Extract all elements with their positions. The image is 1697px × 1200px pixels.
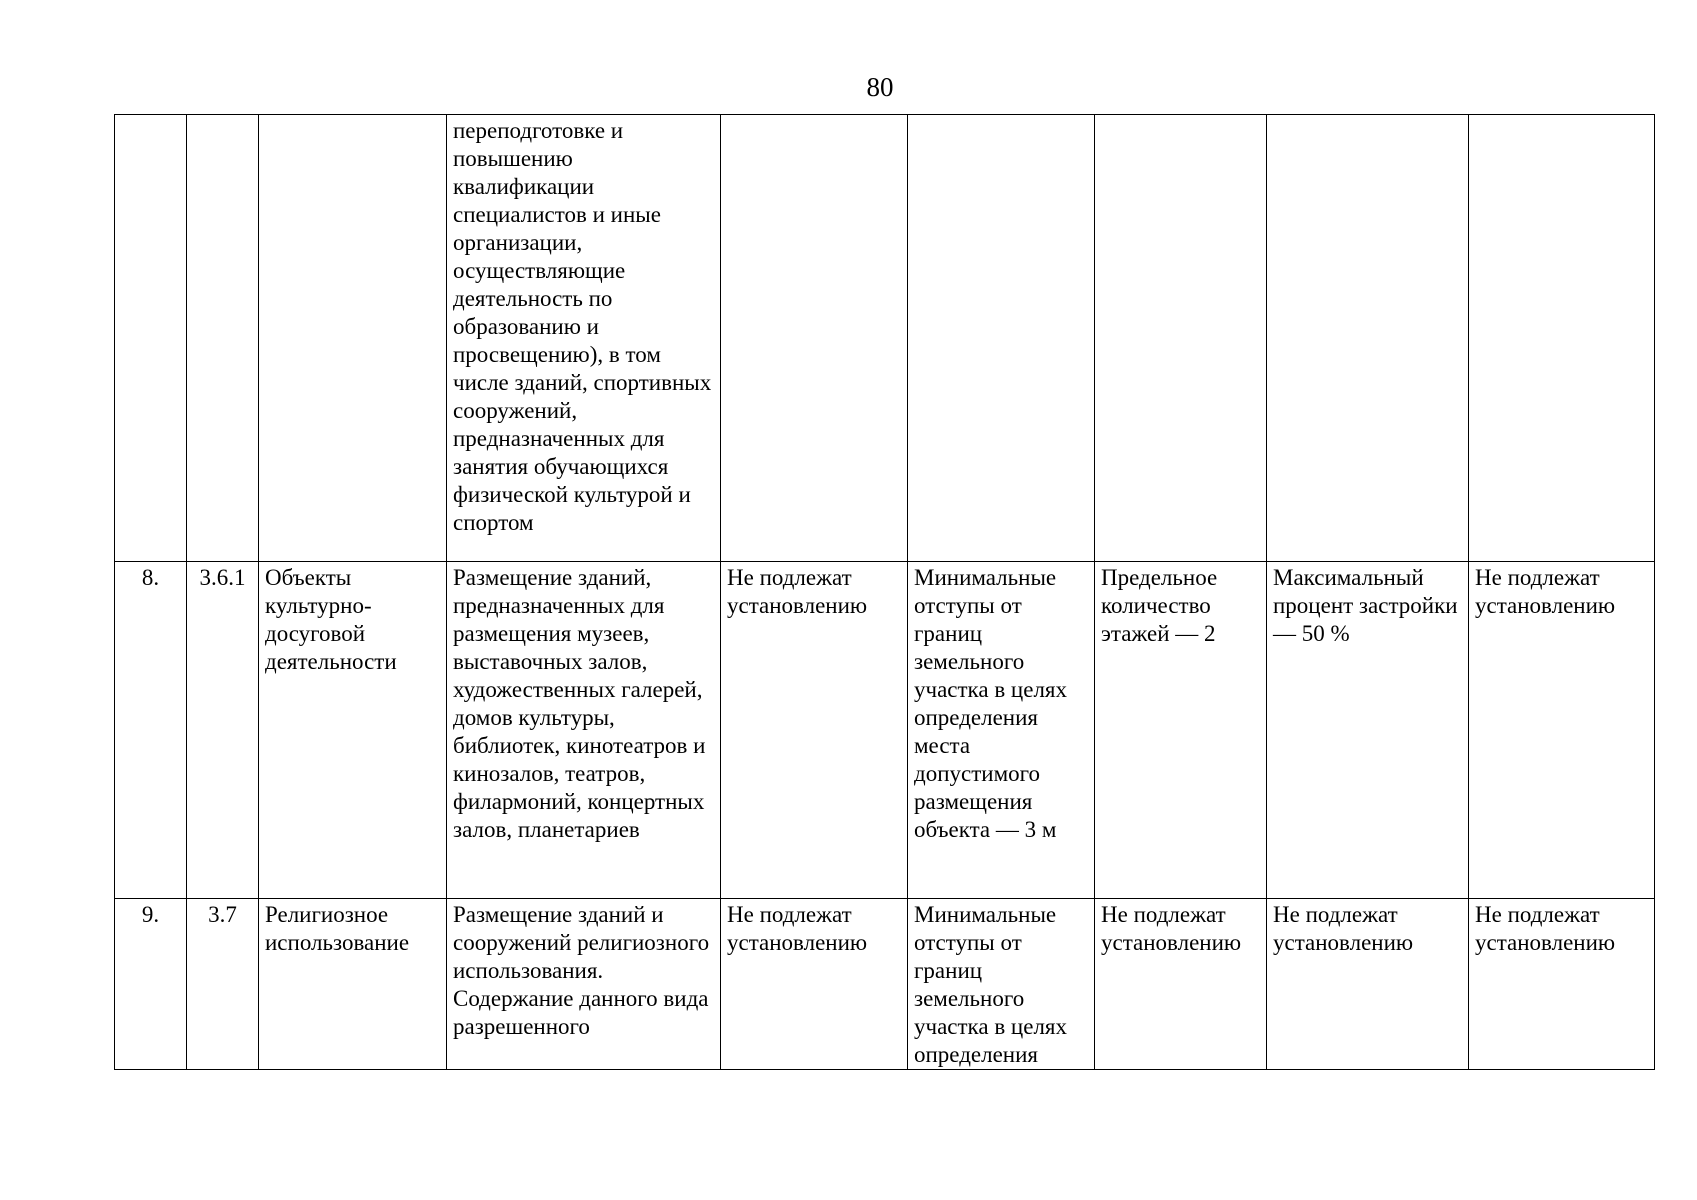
page-number: 80 <box>866 72 894 102</box>
floors-cell: Предельное количество этажей — 2 <box>1095 562 1267 899</box>
description-cell: переподготовке и повышению квалификации специалистов и иные организации, осуществляющие деятельность по образованию и просвещению), в том числе зданий, спортивных сооружений, предназначенных для занятия обучающихся физической культурой и спортом <box>447 115 721 562</box>
land-use-regulations-table <box>114 114 1655 1070</box>
code-cell <box>187 115 259 562</box>
setbacks-cell <box>908 115 1095 562</box>
use-name-cell: Религиозное использование <box>259 899 447 1070</box>
row-number-cell: 8. <box>115 562 187 899</box>
table-row <box>115 115 1655 562</box>
setbacks-cell: Минимальные отступы от границ земельного участка в целях определения <box>908 899 1095 1070</box>
other-params-cell: Не подлежат установлению <box>1469 899 1655 1070</box>
description-cell: Размещение зданий, предназначенных для размещения музеев, выставочных залов, художественных галерей, домов культуры, библиотек, кинотеатров и кинозалов, театров, филармоний, концертных залов, планетариев <box>447 562 721 899</box>
coverage-cell: Не подлежат установлению <box>1267 899 1469 1070</box>
plot-area-cell <box>721 115 908 562</box>
plot-area-cell: Не подлежат установлению <box>721 899 908 1070</box>
row-number-cell <box>115 115 187 562</box>
plot-area-cell: Не подлежат установлению <box>721 562 908 899</box>
coverage-cell <box>1267 115 1469 562</box>
code-cell: 3.7 <box>187 899 259 1070</box>
use-name-cell: Объекты культурно- досуговой деятельности <box>259 562 447 899</box>
table-row <box>115 899 1655 1070</box>
description-cell: Размещение зданий и сооружений религиозного использования. Содержание данного вида разрешенного <box>447 899 721 1070</box>
coverage-cell: Максимальный процент застройки — 50 % <box>1267 562 1469 899</box>
row-number-cell: 9. <box>115 899 187 1070</box>
floors-cell <box>1095 115 1267 562</box>
table-row <box>115 562 1655 899</box>
code-cell: 3.6.1 <box>187 562 259 899</box>
floors-cell: Не подлежат установлению <box>1095 899 1267 1070</box>
setbacks-cell: Минимальные отступы от границ земельного участка в целях определения места допустимого размещения объекта — 3 м <box>908 562 1095 899</box>
other-params-cell <box>1469 115 1655 562</box>
use-name-cell <box>259 115 447 562</box>
other-params-cell: Не подлежат установлению <box>1469 562 1655 899</box>
